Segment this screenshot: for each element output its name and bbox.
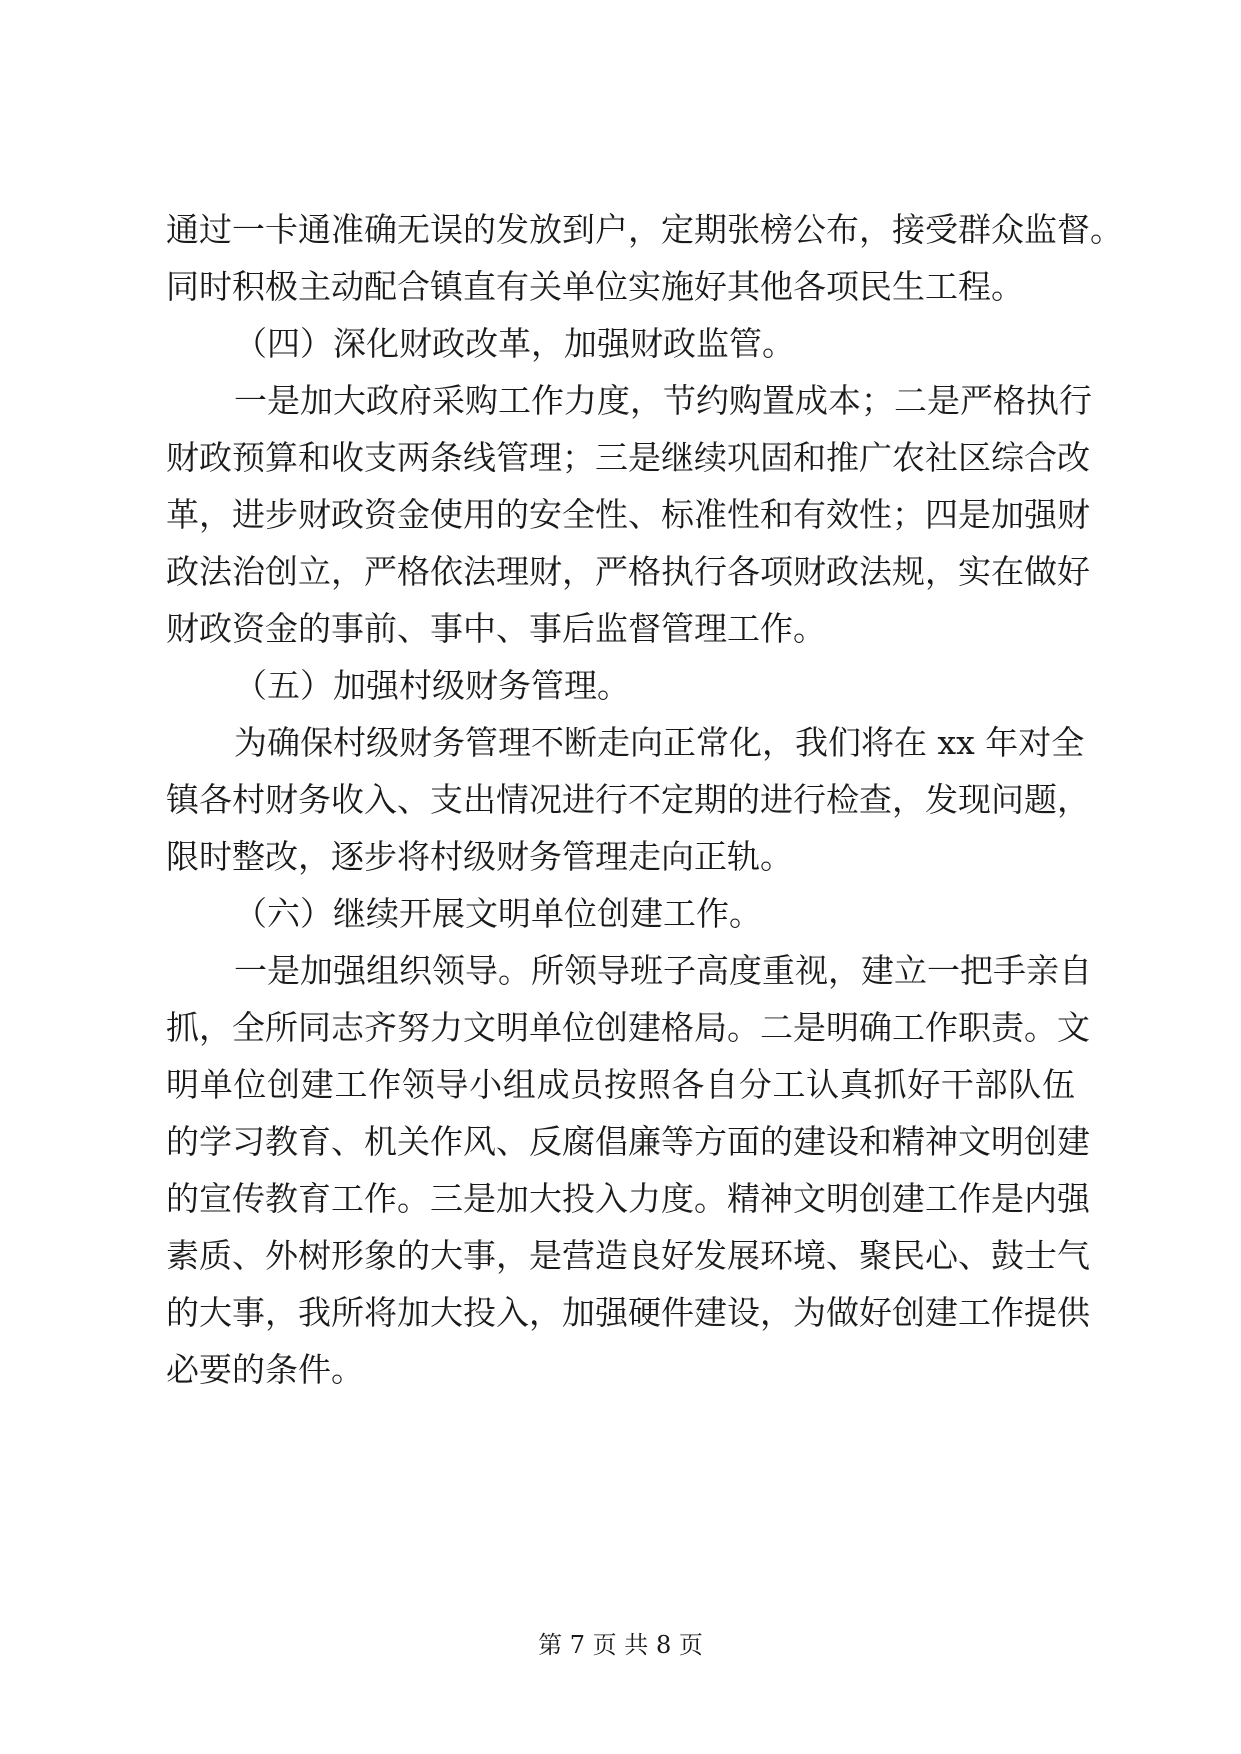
body-line: 抓，全所同志齐努力文明单位创建格局。二是明确工作职责。文 bbox=[166, 1008, 1090, 1047]
section-heading: （五）加强村级财务管理。 bbox=[234, 666, 630, 705]
body-line: 镇各村财务收入、支出情况进行不定期的进行检查，发现问题， bbox=[166, 780, 1090, 819]
body-line: 必要的条件。 bbox=[166, 1350, 364, 1389]
body-line: 的大事，我所将加大投入，加强硬件建设，为做好创建工作提供 bbox=[166, 1293, 1090, 1332]
body-line: 限时整改，逐步将村级财务管理走向正轨。 bbox=[166, 837, 793, 876]
body-line: 同时积极主动配合镇直有关单位实施好其他各项民生工程。 bbox=[166, 267, 1024, 306]
body-line: 一是加强组织领导。所领导班子高度重视，建立一把手亲自 bbox=[234, 951, 1092, 990]
section-heading: （四）深化财政改革，加强财政监管。 bbox=[234, 324, 795, 363]
section-heading: （六）继续开展文明单位创建工作。 bbox=[234, 894, 762, 933]
body-line: 财政资金的事前、事中、事后监督管理工作。 bbox=[166, 609, 826, 648]
body-line: 革，进步财政资金使用的安全性、标准性和有效性；四是加强财 bbox=[166, 495, 1090, 534]
body-line: 财政预算和收支两条线管理；三是继续巩固和推广农社区综合改 bbox=[166, 438, 1090, 477]
body-line: 明单位创建工作领导小组成员按照各自分工认真抓好干部队伍 bbox=[166, 1065, 1075, 1104]
body-line: 政法治创立，严格依法理财，严格执行各项财政法规，实在做好 bbox=[166, 552, 1090, 591]
body-line: 素质、外树形象的大事，是营造良好发展环境、聚民心、鼓士气 bbox=[166, 1236, 1090, 1275]
body-line: 一是加大政府采购工作力度，节约购置成本；二是严格执行 bbox=[234, 381, 1092, 420]
body-line: 为确保村级财务管理不断走向正常化，我们将在 xx 年对全 bbox=[234, 723, 1085, 762]
body-line: 的学习教育、机关作风、反腐倡廉等方面的建设和精神文明创建 bbox=[166, 1122, 1090, 1161]
body-line: 的宣传教育工作。三是加大投入力度。精神文明创建工作是内强 bbox=[166, 1179, 1090, 1218]
body-line: 通过一卡通准确无误的发放到户，定期张榜公布，接受群众监督。 bbox=[166, 210, 1123, 249]
page-number-footer: 第 7 页 共 8 页 bbox=[538, 1631, 703, 1659]
